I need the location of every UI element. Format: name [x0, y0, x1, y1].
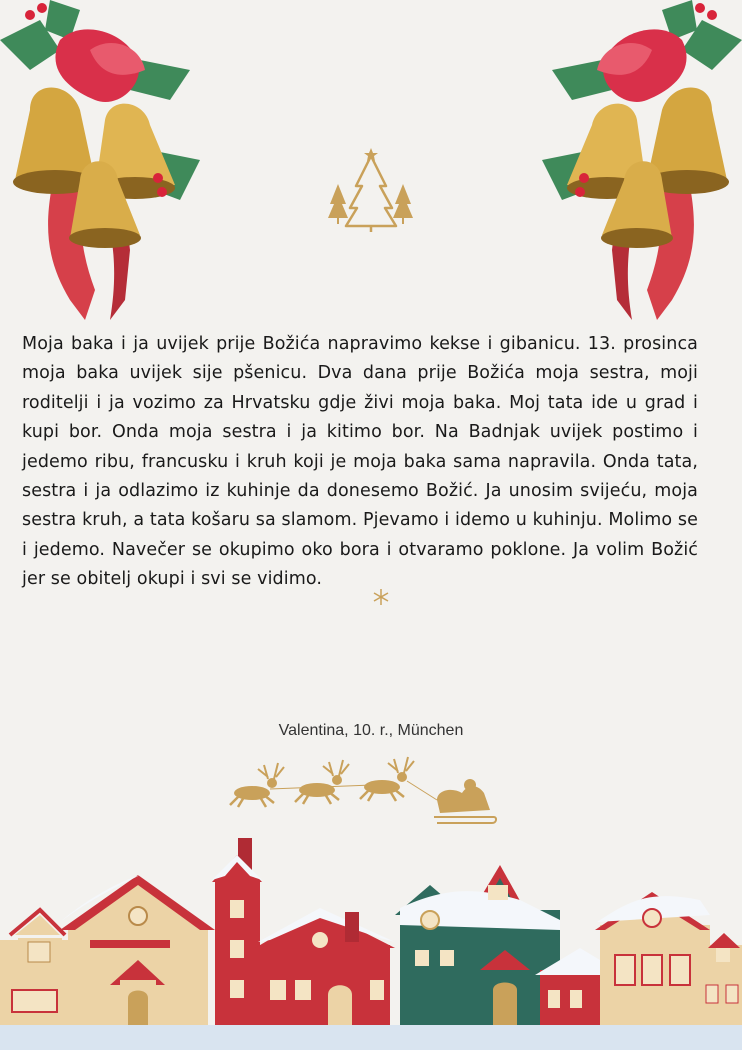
- christmas-trees-icon: [326, 146, 416, 234]
- snowflake-icon: [372, 588, 390, 606]
- letter-signature: Valentina, 10. r., München: [278, 722, 464, 739]
- christmas-bells-right-decoration: [527, 0, 742, 330]
- christmas-bells-left-decoration: [0, 0, 215, 330]
- letter-body: Moja baka i ja uvijek prije Božića napravimo kekse i gibanicu. 13. prosinca moja baka uvijek sije pšenicu. Dva dana prije Božića moja sestra, moji roditelji i ja vozimo za Hrvatsku gdje živi moja baka. Moj tata ide u grad i kupi bor. Onda moja sestra i ja kitimo bor. Na Badnjak uvijek postimo i jedemo ribu, francusku i kruh koji je moja baka sama napravila. Onda tata, sestra i ja odlazimo iz kuhinje da donesemo Božić. Ja unosim svijeću, moja sestra kruh, a tata košaru sa slamom. Pjevamo i idemo u kuhinju. Molimo se i jedemo. Navečer se okupimo oko bora i otvaramo poklone. Ja volim Božić jer se obitelj okupi i svi se vidimo.: [22, 334, 698, 590]
- snowy-village-illustration: [0, 830, 742, 1050]
- santa-sleigh-reindeer-icon: [222, 755, 497, 830]
